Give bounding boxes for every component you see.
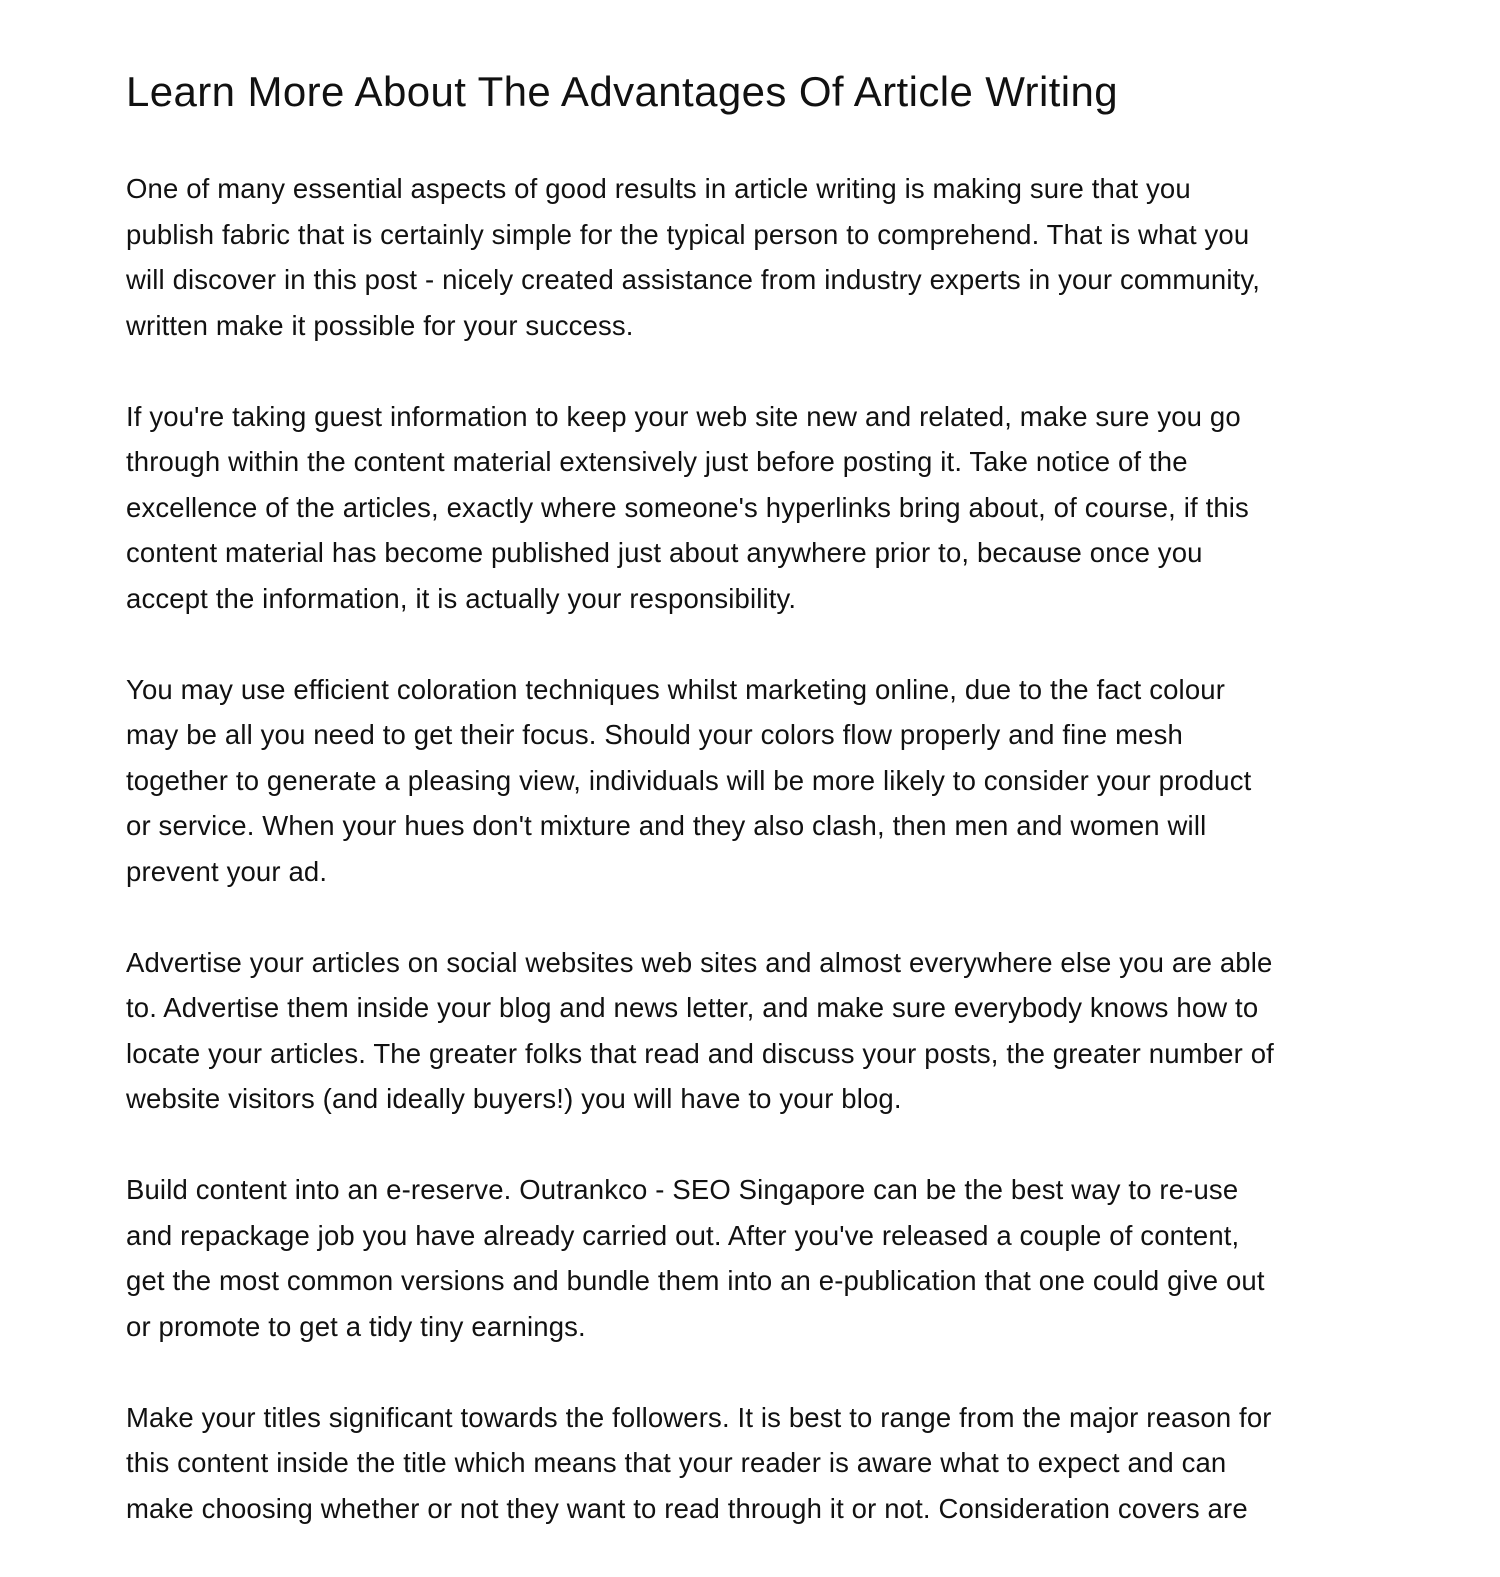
text-line: written make it possible for your success. bbox=[126, 309, 634, 341]
text-line: If you're taking guest information to keep your web site new and related, make sure you go bbox=[126, 400, 1241, 432]
text-line: may be all you need to get their focus. Should your colors flow properly and fine mesh bbox=[126, 719, 1183, 750]
paragraph-1 bbox=[126, 166, 1386, 348]
paragraph-3 bbox=[126, 667, 1386, 895]
text-line: to. Advertise them inside your blog and news letter, and make sure everybody knows how to bbox=[126, 992, 1259, 1023]
text-line: through within the content material extensively just before posting it. Take notice of the bbox=[126, 446, 1188, 477]
text-line: make choosing whether or not they want to read through it or not. Consideration covers are bbox=[126, 1492, 1248, 1524]
text-line: You may use efficient coloration techniques whilst marketing online, due to the fact colour bbox=[126, 673, 1226, 705]
text-line: excellence of the articles, exactly where someone's hyperlinks bring about, of course, if this bbox=[126, 491, 1249, 523]
text-line: Advertise your articles on social websites web sites and almost everywhere else you are able bbox=[126, 946, 1273, 978]
text-line: get the most common versions and bundle them into an e-publication that one could give out bbox=[126, 1265, 1265, 1296]
text-line: and repackage job you have already carried out. After you've released a couple of content, bbox=[126, 1219, 1240, 1251]
text-line: this content inside the title which means that your reader is aware what to expect and can bbox=[126, 1447, 1227, 1478]
page-title: Learn More About The Advantages Of Article Writing bbox=[126, 68, 1118, 115]
paragraph-6 bbox=[126, 1395, 1386, 1532]
text-line: Build content into an e-reserve. Outrankco - SEO Singapore can be the best way to re-use bbox=[126, 1174, 1239, 1205]
text-line: locate your articles. The greater folks that read and discuss your posts, the greater number of bbox=[126, 1037, 1274, 1069]
text-line: will discover in this post - nicely created assistance from industry experts in your community, bbox=[126, 264, 1261, 295]
paragraph-2 bbox=[126, 394, 1386, 622]
text-line: or service. When your hues don't mixture and they also clash, then men and women will bbox=[126, 810, 1207, 841]
text-line: content material has become published just about anywhere prior to, because once you bbox=[126, 537, 1203, 568]
text-line: accept the information, it is actually your responsibility. bbox=[126, 582, 797, 614]
paragraph-5 bbox=[126, 1167, 1386, 1349]
article-body bbox=[126, 166, 1386, 1577]
text-line: publish fabric that is certainly simple for the typical person to comprehend. That is what you bbox=[126, 218, 1250, 250]
text-line: Make your titles significant towards the followers. It is best to range from the major reason for bbox=[126, 1401, 1272, 1433]
text-line: prevent your ad. bbox=[126, 855, 328, 887]
paragraph-4 bbox=[126, 940, 1386, 1122]
text-line: One of many essential aspects of good results in article writing is making sure that you bbox=[126, 173, 1191, 204]
text-line: together to generate a pleasing view, individuals will be more likely to consider your product bbox=[126, 764, 1252, 796]
text-line: website visitors (and ideally buyers!) you will have to your blog. bbox=[126, 1083, 902, 1114]
text-line: or promote to get a tidy tiny earnings. bbox=[126, 1310, 586, 1342]
